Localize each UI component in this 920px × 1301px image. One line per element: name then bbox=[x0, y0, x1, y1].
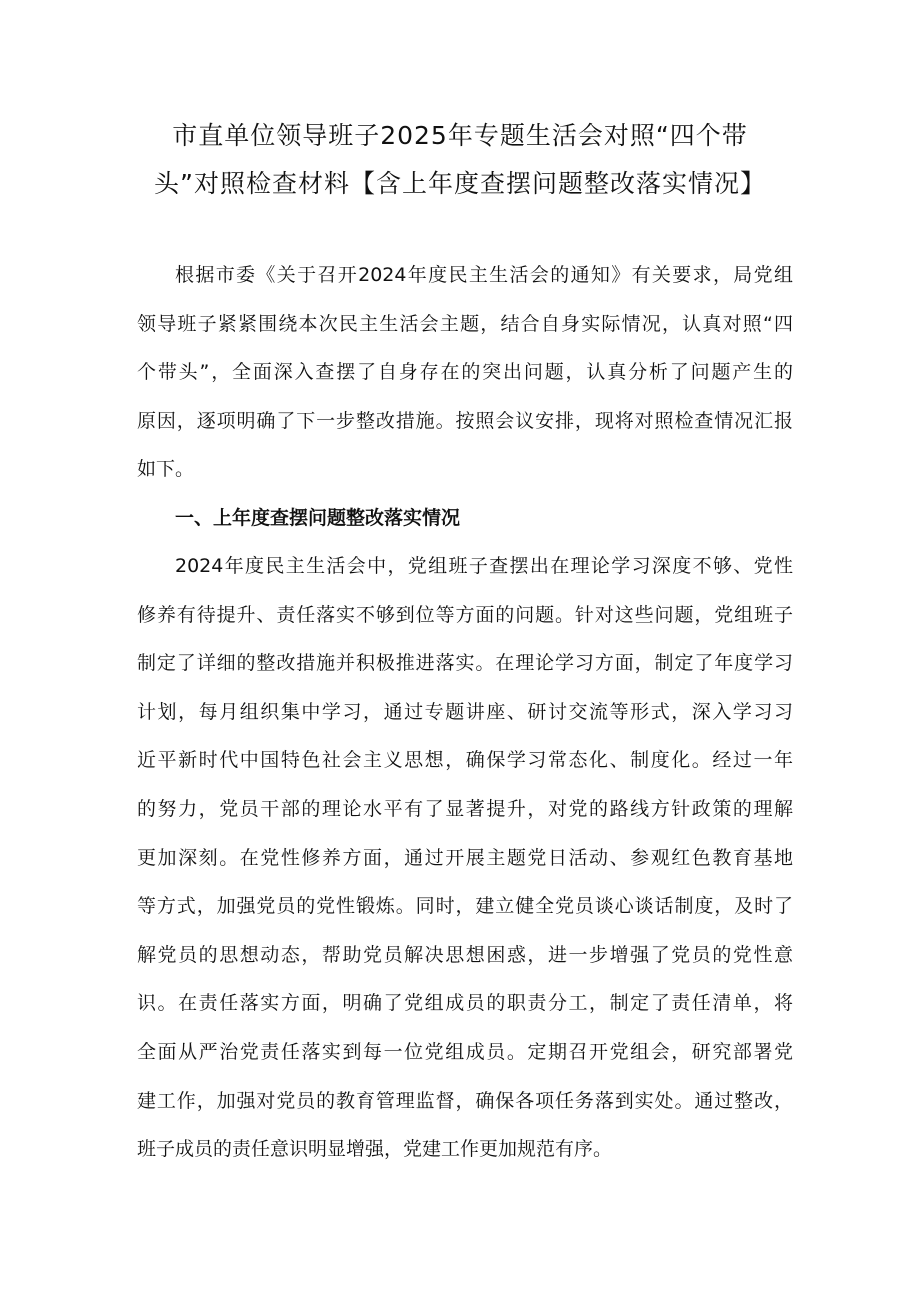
paragraph-line: 全面从严治党责任落实到每一位党组成员。定期召开党组会，研究部署党 bbox=[137, 1040, 793, 1063]
paragraph-line: 识。在责任落实方面，明确了党组成员的职责分工，制定了责任清单，将 bbox=[137, 992, 793, 1015]
paragraph-line: 建工作，加强对党员的教育管理监督，确保各项任务落到实处。通过整改， bbox=[137, 1089, 793, 1112]
paragraph-line: 2024年度民主生活会中，党组班子查摆出在理论学习深度不够、党性 bbox=[175, 555, 793, 577]
paragraph-line: 领导班子紧紧围绕本次民主生活会主题，结合自身实际情况，认真对照“四 bbox=[137, 312, 793, 335]
paragraph-line: 如下。 bbox=[137, 458, 195, 481]
paragraph-line: 根据市委《关于召开2024年度民主生活会的通知》有关要求，局党组 bbox=[175, 264, 793, 286]
paragraph-line: 原因，逐项明确了下一步整改措施。按照会议安排，现将对照检查情况汇报 bbox=[137, 409, 793, 432]
paragraph-line: 计划，每月组织集中学习，通过专题讲座、研讨交流等形式，深入学习习 bbox=[137, 700, 793, 723]
title-line-1: 市直单位领导班子2025年专题生活会对照“四个带 bbox=[172, 121, 748, 150]
document-title bbox=[100, 112, 820, 208]
section-heading bbox=[137, 494, 793, 543]
paragraph-line: 更加深刻。在党性修养方面，通过开展主题党日活动、参观红色教育基地 bbox=[137, 846, 793, 869]
intro-paragraph bbox=[137, 251, 793, 494]
paragraph-line: 修养有待提升、责任落实不够到位等方面的问题。针对这些问题，党组班子 bbox=[137, 603, 793, 626]
section-paragraph bbox=[137, 542, 793, 1174]
paragraph-line: 的努力，党员干部的理论水平有了显著提升，对党的路线方针政策的理解 bbox=[137, 797, 793, 820]
paragraph-line: 制定了详细的整改措施并积极推进落实。在理论学习方面，制定了年度学习 bbox=[137, 652, 793, 675]
paragraph-line: 近平新时代中国特色社会主义思想，确保学习常态化、制度化。经过一年 bbox=[137, 749, 793, 772]
paragraph-line: 个带头”，全面深入查摆了自身存在的突出问题，认真分析了问题产生的 bbox=[137, 361, 793, 384]
paragraph-line: 解党员的思想动态，帮助党员解决思想困惑，进一步增强了党员的党性意 bbox=[137, 943, 793, 966]
paragraph-line: 班子成员的责任意识明显增强，党建工作更加规范有序。 bbox=[137, 1138, 613, 1161]
paragraph-line: 等方式，加强党员的党性锻炼。同时，建立健全党员谈心谈话制度，及时了 bbox=[137, 895, 793, 918]
title-line-2: 头”对照检查材料【含上年度查摆问题整改落实情况】 bbox=[154, 169, 766, 198]
section-heading-text: 一、上年度查摆问题整改落实情况 bbox=[175, 507, 461, 529]
